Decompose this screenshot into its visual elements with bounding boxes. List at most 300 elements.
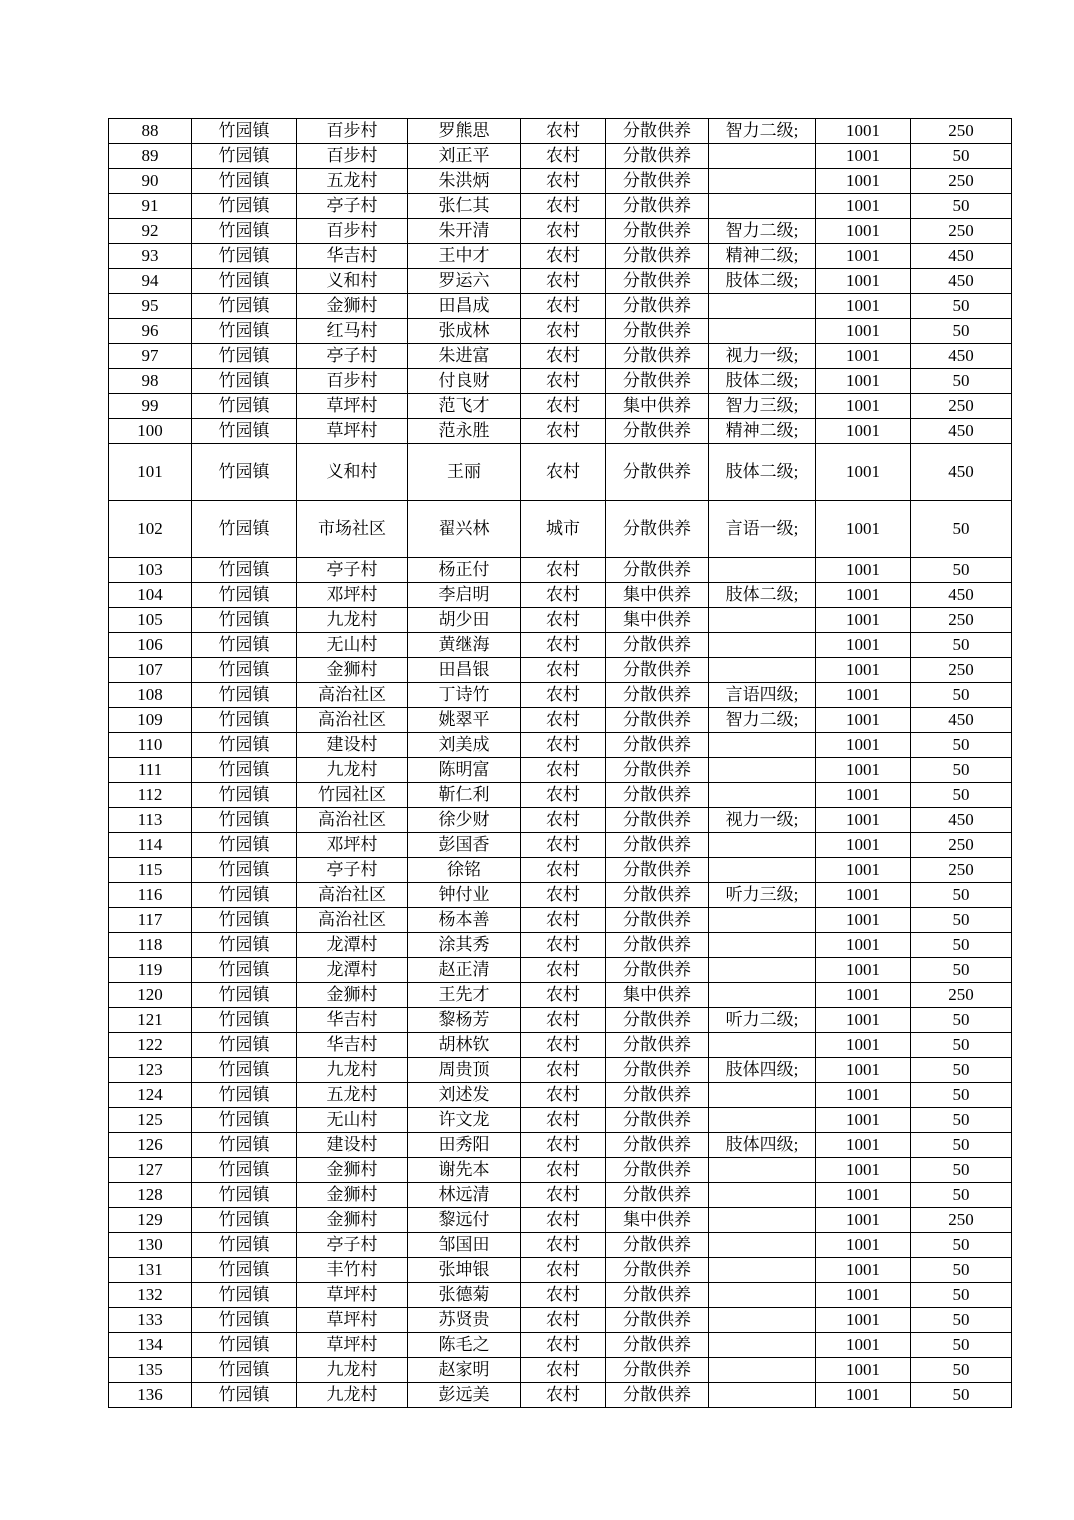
table-row bbox=[109, 1283, 1012, 1308]
cell-index: 103 bbox=[109, 558, 192, 583]
cell-name: 陈毛之 bbox=[408, 1333, 521, 1358]
cell-support-type: 分散供养 bbox=[606, 733, 709, 758]
cell-index: 120 bbox=[109, 983, 192, 1008]
cell-disability bbox=[709, 958, 816, 983]
cell-index: 104 bbox=[109, 583, 192, 608]
cell-code: 1001 bbox=[816, 558, 911, 583]
table-row bbox=[109, 1258, 1012, 1283]
cell-amount: 450 bbox=[911, 583, 1012, 608]
cell-town: 竹园镇 bbox=[192, 1083, 297, 1108]
cell-village: 华吉村 bbox=[297, 244, 408, 269]
cell-amount: 50 bbox=[911, 633, 1012, 658]
cell-town: 竹园镇 bbox=[192, 144, 297, 169]
cell-index: 93 bbox=[109, 244, 192, 269]
cell-support-type: 分散供养 bbox=[606, 369, 709, 394]
cell-support-type: 集中供养 bbox=[606, 608, 709, 633]
cell-village: 九龙村 bbox=[297, 1358, 408, 1383]
cell-town: 竹园镇 bbox=[192, 219, 297, 244]
cell-disability: 智力三级; bbox=[709, 394, 816, 419]
cell-household-type: 农村 bbox=[521, 1308, 606, 1333]
cell-town: 竹园镇 bbox=[192, 833, 297, 858]
cell-town: 竹园镇 bbox=[192, 1033, 297, 1058]
cell-amount: 50 bbox=[911, 1333, 1012, 1358]
cell-disability bbox=[709, 1033, 816, 1058]
cell-support-type: 分散供养 bbox=[606, 1383, 709, 1408]
cell-name: 田秀阳 bbox=[408, 1133, 521, 1158]
cell-code: 1001 bbox=[816, 394, 911, 419]
cell-household-type: 农村 bbox=[521, 269, 606, 294]
cell-amount: 450 bbox=[911, 419, 1012, 444]
cell-support-type: 分散供养 bbox=[606, 1283, 709, 1308]
cell-name: 朱洪炳 bbox=[408, 169, 521, 194]
cell-support-type: 分散供养 bbox=[606, 708, 709, 733]
cell-village: 亭子村 bbox=[297, 858, 408, 883]
cell-index: 109 bbox=[109, 708, 192, 733]
cell-name: 田昌银 bbox=[408, 658, 521, 683]
cell-amount: 50 bbox=[911, 1258, 1012, 1283]
table-row bbox=[109, 983, 1012, 1008]
cell-support-type: 分散供养 bbox=[606, 294, 709, 319]
cell-town: 竹园镇 bbox=[192, 908, 297, 933]
cell-disability bbox=[709, 858, 816, 883]
cell-amount: 50 bbox=[911, 1108, 1012, 1133]
cell-index: 112 bbox=[109, 783, 192, 808]
cell-village: 金狮村 bbox=[297, 1158, 408, 1183]
cell-disability bbox=[709, 558, 816, 583]
table-row bbox=[109, 419, 1012, 444]
cell-disability bbox=[709, 1158, 816, 1183]
cell-household-type: 农村 bbox=[521, 908, 606, 933]
cell-disability bbox=[709, 983, 816, 1008]
cell-amount: 50 bbox=[911, 558, 1012, 583]
cell-village: 草坪村 bbox=[297, 394, 408, 419]
cell-household-type: 农村 bbox=[521, 1333, 606, 1358]
cell-index: 96 bbox=[109, 319, 192, 344]
cell-household-type: 农村 bbox=[521, 319, 606, 344]
cell-town: 竹园镇 bbox=[192, 1133, 297, 1158]
cell-town: 竹园镇 bbox=[192, 1308, 297, 1333]
cell-disability bbox=[709, 1333, 816, 1358]
cell-index: 101 bbox=[109, 444, 192, 501]
cell-household-type: 农村 bbox=[521, 633, 606, 658]
cell-index: 113 bbox=[109, 808, 192, 833]
cell-household-type: 农村 bbox=[521, 1133, 606, 1158]
cell-village: 亭子村 bbox=[297, 558, 408, 583]
cell-household-type: 农村 bbox=[521, 444, 606, 501]
cell-amount: 50 bbox=[911, 1133, 1012, 1158]
cell-town: 竹园镇 bbox=[192, 558, 297, 583]
cell-household-type: 农村 bbox=[521, 244, 606, 269]
table-row bbox=[109, 558, 1012, 583]
cell-village: 五龙村 bbox=[297, 1083, 408, 1108]
table-row bbox=[109, 244, 1012, 269]
cell-name: 王丽 bbox=[408, 444, 521, 501]
cell-support-type: 分散供养 bbox=[606, 783, 709, 808]
cell-town: 竹园镇 bbox=[192, 1283, 297, 1308]
cell-name: 钟付业 bbox=[408, 883, 521, 908]
table-row bbox=[109, 1108, 1012, 1133]
cell-support-type: 分散供养 bbox=[606, 1358, 709, 1383]
cell-amount: 50 bbox=[911, 1058, 1012, 1083]
cell-code: 1001 bbox=[816, 708, 911, 733]
cell-code: 1001 bbox=[816, 683, 911, 708]
cell-disability bbox=[709, 169, 816, 194]
cell-support-type: 分散供养 bbox=[606, 1308, 709, 1333]
table-row bbox=[109, 294, 1012, 319]
cell-town: 竹园镇 bbox=[192, 1383, 297, 1408]
cell-disability: 肢体二级; bbox=[709, 583, 816, 608]
table-row bbox=[109, 858, 1012, 883]
table-row bbox=[109, 708, 1012, 733]
cell-name: 谢先本 bbox=[408, 1158, 521, 1183]
cell-household-type: 农村 bbox=[521, 783, 606, 808]
table-row bbox=[109, 219, 1012, 244]
cell-support-type: 分散供养 bbox=[606, 1108, 709, 1133]
cell-code: 1001 bbox=[816, 144, 911, 169]
cell-name: 王中才 bbox=[408, 244, 521, 269]
cell-disability bbox=[709, 144, 816, 169]
table-row bbox=[109, 783, 1012, 808]
cell-household-type: 农村 bbox=[521, 419, 606, 444]
cell-index: 131 bbox=[109, 1258, 192, 1283]
cell-name: 陈明富 bbox=[408, 758, 521, 783]
cell-name: 朱开清 bbox=[408, 219, 521, 244]
cell-code: 1001 bbox=[816, 858, 911, 883]
cell-amount: 50 bbox=[911, 1033, 1012, 1058]
cell-index: 94 bbox=[109, 269, 192, 294]
cell-village: 高治社区 bbox=[297, 883, 408, 908]
cell-index: 90 bbox=[109, 169, 192, 194]
cell-disability bbox=[709, 1183, 816, 1208]
cell-index: 129 bbox=[109, 1208, 192, 1233]
cell-village: 邓坪村 bbox=[297, 833, 408, 858]
cell-name: 黎杨芳 bbox=[408, 1008, 521, 1033]
cell-amount: 250 bbox=[911, 858, 1012, 883]
cell-code: 1001 bbox=[816, 908, 911, 933]
cell-support-type: 分散供养 bbox=[606, 558, 709, 583]
cell-household-type: 农村 bbox=[521, 933, 606, 958]
cell-town: 竹园镇 bbox=[192, 883, 297, 908]
cell-name: 赵家明 bbox=[408, 1358, 521, 1383]
cell-support-type: 分散供养 bbox=[606, 1233, 709, 1258]
cell-household-type: 农村 bbox=[521, 394, 606, 419]
cell-code: 1001 bbox=[816, 658, 911, 683]
cell-village: 草坪村 bbox=[297, 1333, 408, 1358]
cell-code: 1001 bbox=[816, 633, 911, 658]
cell-index: 136 bbox=[109, 1383, 192, 1408]
cell-code: 1001 bbox=[816, 219, 911, 244]
cell-amount: 50 bbox=[911, 1308, 1012, 1333]
cell-village: 九龙村 bbox=[297, 1058, 408, 1083]
cell-code: 1001 bbox=[816, 319, 911, 344]
cell-support-type: 分散供养 bbox=[606, 244, 709, 269]
beneficiary-table bbox=[108, 118, 1012, 1408]
table-row bbox=[109, 501, 1012, 558]
cell-disability bbox=[709, 633, 816, 658]
cell-index: 126 bbox=[109, 1133, 192, 1158]
cell-town: 竹园镇 bbox=[192, 119, 297, 144]
table-row bbox=[109, 144, 1012, 169]
cell-village: 高治社区 bbox=[297, 683, 408, 708]
cell-amount: 50 bbox=[911, 1358, 1012, 1383]
cell-town: 竹园镇 bbox=[192, 758, 297, 783]
cell-village: 建设村 bbox=[297, 1133, 408, 1158]
cell-village: 无山村 bbox=[297, 1108, 408, 1133]
cell-support-type: 分散供养 bbox=[606, 883, 709, 908]
cell-town: 竹园镇 bbox=[192, 269, 297, 294]
cell-village: 金狮村 bbox=[297, 1183, 408, 1208]
table-row bbox=[109, 169, 1012, 194]
cell-index: 108 bbox=[109, 683, 192, 708]
cell-village: 亭子村 bbox=[297, 194, 408, 219]
cell-index: 116 bbox=[109, 883, 192, 908]
cell-disability: 肢体二级; bbox=[709, 444, 816, 501]
cell-code: 1001 bbox=[816, 269, 911, 294]
cell-disability: 肢体四级; bbox=[709, 1058, 816, 1083]
table-row bbox=[109, 883, 1012, 908]
cell-household-type: 农村 bbox=[521, 1108, 606, 1133]
cell-support-type: 分散供养 bbox=[606, 1033, 709, 1058]
cell-household-type: 农村 bbox=[521, 683, 606, 708]
cell-code: 1001 bbox=[816, 1108, 911, 1133]
cell-town: 竹园镇 bbox=[192, 169, 297, 194]
cell-support-type: 分散供养 bbox=[606, 269, 709, 294]
cell-amount: 50 bbox=[911, 783, 1012, 808]
cell-support-type: 分散供养 bbox=[606, 958, 709, 983]
cell-amount: 50 bbox=[911, 1008, 1012, 1033]
cell-support-type: 分散供养 bbox=[606, 344, 709, 369]
cell-household-type: 农村 bbox=[521, 608, 606, 633]
cell-town: 竹园镇 bbox=[192, 501, 297, 558]
table-row bbox=[109, 633, 1012, 658]
cell-index: 106 bbox=[109, 633, 192, 658]
table-body bbox=[109, 119, 1012, 1408]
cell-code: 1001 bbox=[816, 958, 911, 983]
cell-town: 竹园镇 bbox=[192, 1183, 297, 1208]
cell-amount: 250 bbox=[911, 394, 1012, 419]
cell-support-type: 分散供养 bbox=[606, 1083, 709, 1108]
table-row bbox=[109, 269, 1012, 294]
cell-village: 高治社区 bbox=[297, 708, 408, 733]
cell-name: 付良财 bbox=[408, 369, 521, 394]
cell-code: 1001 bbox=[816, 1133, 911, 1158]
cell-code: 1001 bbox=[816, 883, 911, 908]
cell-index: 98 bbox=[109, 369, 192, 394]
table-row bbox=[109, 1233, 1012, 1258]
cell-village: 华吉村 bbox=[297, 1033, 408, 1058]
cell-index: 99 bbox=[109, 394, 192, 419]
cell-name: 田昌成 bbox=[408, 294, 521, 319]
cell-support-type: 分散供养 bbox=[606, 1058, 709, 1083]
table-row bbox=[109, 394, 1012, 419]
cell-village: 高治社区 bbox=[297, 908, 408, 933]
cell-support-type: 分散供养 bbox=[606, 1333, 709, 1358]
cell-household-type: 农村 bbox=[521, 1233, 606, 1258]
table-row bbox=[109, 344, 1012, 369]
cell-code: 1001 bbox=[816, 1383, 911, 1408]
cell-town: 竹园镇 bbox=[192, 733, 297, 758]
cell-town: 竹园镇 bbox=[192, 933, 297, 958]
cell-town: 竹园镇 bbox=[192, 444, 297, 501]
table-row bbox=[109, 119, 1012, 144]
cell-name: 丁诗竹 bbox=[408, 683, 521, 708]
cell-disability: 视力一级; bbox=[709, 808, 816, 833]
cell-name: 许文龙 bbox=[408, 1108, 521, 1133]
cell-index: 107 bbox=[109, 658, 192, 683]
cell-amount: 50 bbox=[911, 1283, 1012, 1308]
cell-amount: 50 bbox=[911, 1183, 1012, 1208]
cell-code: 1001 bbox=[816, 369, 911, 394]
cell-name: 杨正付 bbox=[408, 558, 521, 583]
cell-household-type: 农村 bbox=[521, 194, 606, 219]
cell-index: 132 bbox=[109, 1283, 192, 1308]
cell-town: 竹园镇 bbox=[192, 1358, 297, 1383]
cell-support-type: 分散供养 bbox=[606, 144, 709, 169]
cell-index: 128 bbox=[109, 1183, 192, 1208]
table-row bbox=[109, 1358, 1012, 1383]
cell-name: 林远清 bbox=[408, 1183, 521, 1208]
cell-town: 竹园镇 bbox=[192, 783, 297, 808]
cell-household-type: 农村 bbox=[521, 708, 606, 733]
table-row bbox=[109, 1333, 1012, 1358]
cell-town: 竹园镇 bbox=[192, 344, 297, 369]
cell-town: 竹园镇 bbox=[192, 1258, 297, 1283]
cell-support-type: 分散供养 bbox=[606, 219, 709, 244]
cell-disability bbox=[709, 1283, 816, 1308]
table-row bbox=[109, 958, 1012, 983]
table-row bbox=[109, 444, 1012, 501]
cell-village: 九龙村 bbox=[297, 1383, 408, 1408]
table-row bbox=[109, 683, 1012, 708]
cell-town: 竹园镇 bbox=[192, 1008, 297, 1033]
cell-village: 金狮村 bbox=[297, 1208, 408, 1233]
cell-amount: 250 bbox=[911, 833, 1012, 858]
cell-town: 竹园镇 bbox=[192, 194, 297, 219]
cell-disability bbox=[709, 1233, 816, 1258]
cell-amount: 250 bbox=[911, 1208, 1012, 1233]
cell-name: 涂其秀 bbox=[408, 933, 521, 958]
cell-town: 竹园镇 bbox=[192, 583, 297, 608]
cell-name: 张德菊 bbox=[408, 1283, 521, 1308]
cell-code: 1001 bbox=[816, 169, 911, 194]
cell-town: 竹园镇 bbox=[192, 369, 297, 394]
cell-support-type: 分散供养 bbox=[606, 658, 709, 683]
cell-name: 邹国田 bbox=[408, 1233, 521, 1258]
cell-support-type: 分散供养 bbox=[606, 1008, 709, 1033]
cell-code: 1001 bbox=[816, 444, 911, 501]
cell-code: 1001 bbox=[816, 758, 911, 783]
cell-town: 竹园镇 bbox=[192, 394, 297, 419]
cell-code: 1001 bbox=[816, 1358, 911, 1383]
table-row bbox=[109, 1183, 1012, 1208]
cell-index: 135 bbox=[109, 1358, 192, 1383]
cell-amount: 50 bbox=[911, 294, 1012, 319]
cell-amount: 50 bbox=[911, 933, 1012, 958]
cell-amount: 50 bbox=[911, 319, 1012, 344]
cell-disability: 智力二级; bbox=[709, 119, 816, 144]
cell-disability: 智力二级; bbox=[709, 219, 816, 244]
cell-name: 姚翠平 bbox=[408, 708, 521, 733]
cell-disability bbox=[709, 758, 816, 783]
cell-village: 红马村 bbox=[297, 319, 408, 344]
cell-town: 竹园镇 bbox=[192, 808, 297, 833]
cell-support-type: 分散供养 bbox=[606, 908, 709, 933]
cell-support-type: 分散供养 bbox=[606, 808, 709, 833]
cell-town: 竹园镇 bbox=[192, 1158, 297, 1183]
cell-town: 竹园镇 bbox=[192, 633, 297, 658]
cell-village: 市场社区 bbox=[297, 501, 408, 558]
cell-name: 范永胜 bbox=[408, 419, 521, 444]
cell-index: 134 bbox=[109, 1333, 192, 1358]
cell-code: 1001 bbox=[816, 501, 911, 558]
table-row bbox=[109, 1008, 1012, 1033]
cell-amount: 250 bbox=[911, 983, 1012, 1008]
cell-name: 王先才 bbox=[408, 983, 521, 1008]
cell-index: 114 bbox=[109, 833, 192, 858]
cell-code: 1001 bbox=[816, 1158, 911, 1183]
table-row bbox=[109, 1308, 1012, 1333]
table-row bbox=[109, 1208, 1012, 1233]
cell-name: 刘正平 bbox=[408, 144, 521, 169]
cell-support-type: 分散供养 bbox=[606, 169, 709, 194]
cell-index: 124 bbox=[109, 1083, 192, 1108]
cell-amount: 250 bbox=[911, 658, 1012, 683]
cell-household-type: 农村 bbox=[521, 1258, 606, 1283]
cell-household-type: 农村 bbox=[521, 583, 606, 608]
cell-village: 华吉村 bbox=[297, 1008, 408, 1033]
cell-index: 123 bbox=[109, 1058, 192, 1083]
cell-code: 1001 bbox=[816, 1008, 911, 1033]
cell-town: 竹园镇 bbox=[192, 244, 297, 269]
cell-index: 121 bbox=[109, 1008, 192, 1033]
cell-disability bbox=[709, 733, 816, 758]
cell-household-type: 农村 bbox=[521, 1008, 606, 1033]
cell-code: 1001 bbox=[816, 808, 911, 833]
cell-name: 彭远美 bbox=[408, 1383, 521, 1408]
table-row bbox=[109, 658, 1012, 683]
cell-code: 1001 bbox=[816, 583, 911, 608]
cell-town: 竹园镇 bbox=[192, 1208, 297, 1233]
cell-household-type: 农村 bbox=[521, 1158, 606, 1183]
cell-support-type: 集中供养 bbox=[606, 983, 709, 1008]
cell-amount: 450 bbox=[911, 708, 1012, 733]
cell-code: 1001 bbox=[816, 608, 911, 633]
cell-amount: 50 bbox=[911, 1158, 1012, 1183]
cell-index: 133 bbox=[109, 1308, 192, 1333]
cell-disability bbox=[709, 833, 816, 858]
cell-disability bbox=[709, 933, 816, 958]
cell-household-type: 农村 bbox=[521, 119, 606, 144]
cell-name: 范飞才 bbox=[408, 394, 521, 419]
cell-support-type: 分散供养 bbox=[606, 933, 709, 958]
cell-amount: 50 bbox=[911, 1083, 1012, 1108]
cell-support-type: 分散供养 bbox=[606, 858, 709, 883]
cell-household-type: 农村 bbox=[521, 369, 606, 394]
cell-index: 95 bbox=[109, 294, 192, 319]
cell-disability bbox=[709, 319, 816, 344]
table-row bbox=[109, 758, 1012, 783]
cell-index: 92 bbox=[109, 219, 192, 244]
cell-index: 105 bbox=[109, 608, 192, 633]
cell-support-type: 分散供养 bbox=[606, 444, 709, 501]
cell-household-type: 农村 bbox=[521, 858, 606, 883]
cell-town: 竹园镇 bbox=[192, 608, 297, 633]
cell-household-type: 农村 bbox=[521, 758, 606, 783]
cell-name: 翟兴林 bbox=[408, 501, 521, 558]
cell-disability: 精神二级; bbox=[709, 244, 816, 269]
cell-support-type: 分散供养 bbox=[606, 119, 709, 144]
cell-village: 竹园社区 bbox=[297, 783, 408, 808]
